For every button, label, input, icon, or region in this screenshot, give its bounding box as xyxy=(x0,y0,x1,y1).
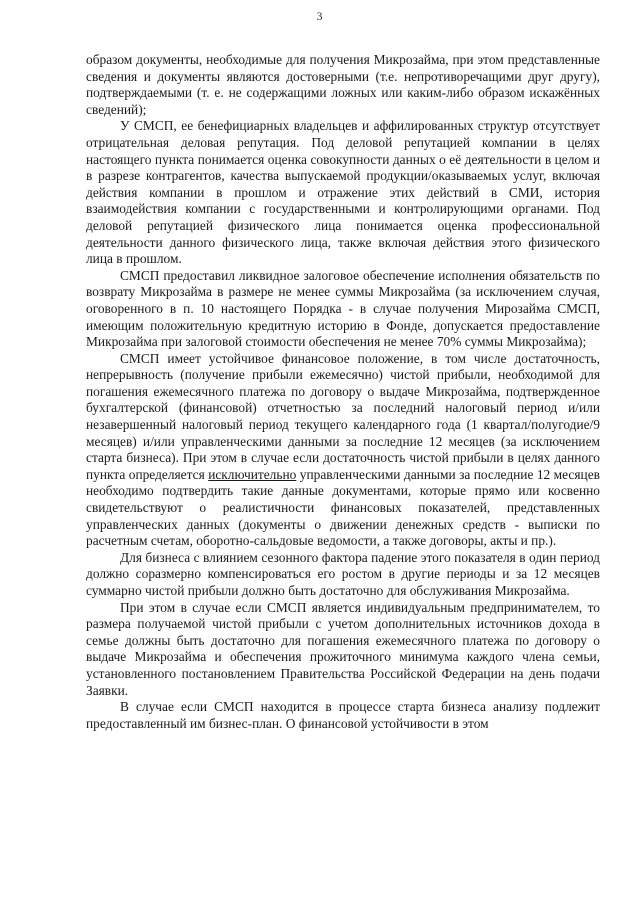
paragraph-financial-stability-text: СМСП имеет устойчивое финансовое положение, в том числе достаточность, непрерывность (получение прибыли ежемесячно) чистой прибыли, необходимой для погашения ежемесячного платежа по договору о выдаче Микрозайма, подтвержденное бухгалтерской (финансовой) отчетностью за последний налоговый период и/или незавершенный налоговый период текущего календарного года (1 квартал/полугодие/9 месяцев) и/или управленческими данными за последние 12 месяцев (за исключением старта бизнеса). При этом в случае если достаточность чистой прибыли в целях данного пункта определяется xyxy=(86,350,600,482)
underlined-word-exclusively: исключительно xyxy=(208,466,297,482)
paragraph-financial-stability-continued: управленческими данными за последние 12 месяцев необходимо подтвердить такие данные документами, которые прямо или косвенно свидетельствуют о реалистичности финансовых показателей, представленных управленческих данных (документы о движении денежных средств - выписки по расчетным счетам, оборотно-сальдовые ведомости, а также договоры, акты и пр.). xyxy=(86,466,600,549)
paragraph-individual-entrepreneur: При этом в случае если СМСП является индивидуальным предпринимателем, то размера получаемой чистой прибыли с учетом дополнительных источников дохода в семье должны быть достаточно для погашения ежемесячного платежа по договору о выдаче Микрозайма и обеспечения прожиточного минимума каждого члена семьи, установленного постановлением Правительства Российской Федерации на день подачи Заявки. xyxy=(86,599,600,698)
paragraph-collateral: СМСП предоставил ликвидное залоговое обеспечение исполнения обязательств по возврату Микрозайма в размере не менее суммы Микрозайма (за исключением случая, оговоренного в п. 10 настоящего Порядка - в случае получения Мирозайма СМСП, имеющим положительную кредитную историю в Фонде, допускается предоставление Микрозайма при залоговой стоимости обеспечения не менее 70% суммы Микрозайма); xyxy=(86,267,600,350)
paragraph-documents-validity: образом документы, необходимые для получения Микрозайма, при этом представленные сведения и документы являются достоверными (т.е. непротиворечащими друг другу), подтверждаемыми (т. е. не содержащими ложных или каким-либо образом искажённых сведений); xyxy=(86,52,600,117)
page-number: 3 xyxy=(316,9,323,23)
document-body xyxy=(86,52,600,732)
paragraph-business-reputation: У СМСП, ее бенефициарных владельцев и аффилированных структур отсутствует отрицательная деловая репутация. Под деловой репутацией компании в целях настоящего пункта понимается оценка совокупности данных о её деятельности в целом и в разрезе контрагентов, качества выпускаемой продукции/оказываемых услуг, включая действия компании в прошлом и отражение этих действий в СМИ, история взаимодействия компании с государственными и контролирующими органами. Под деловой репутацией физического лица понимается оценка профессиональной деятельности данного физического лица, также включая действия этого физического лица в прошлом. xyxy=(86,118,600,267)
paragraph-seasonal-business: Для бизнеса с влиянием сезонного фактора падение этого показателя в один период должно соразмерно компенсироваться его ростом в другие периоды и за 12 месяцев суммарно чистой прибыли должно быть достаточно для обслуживания Микрозайма. xyxy=(86,549,600,598)
paragraph-business-start: В случае если СМСП находится в процессе старта бизнеса анализу подлежит предоставленный им бизнес-план. О финансовой устойчивости в этом xyxy=(86,699,600,731)
paragraph-financial-stability xyxy=(86,351,600,550)
